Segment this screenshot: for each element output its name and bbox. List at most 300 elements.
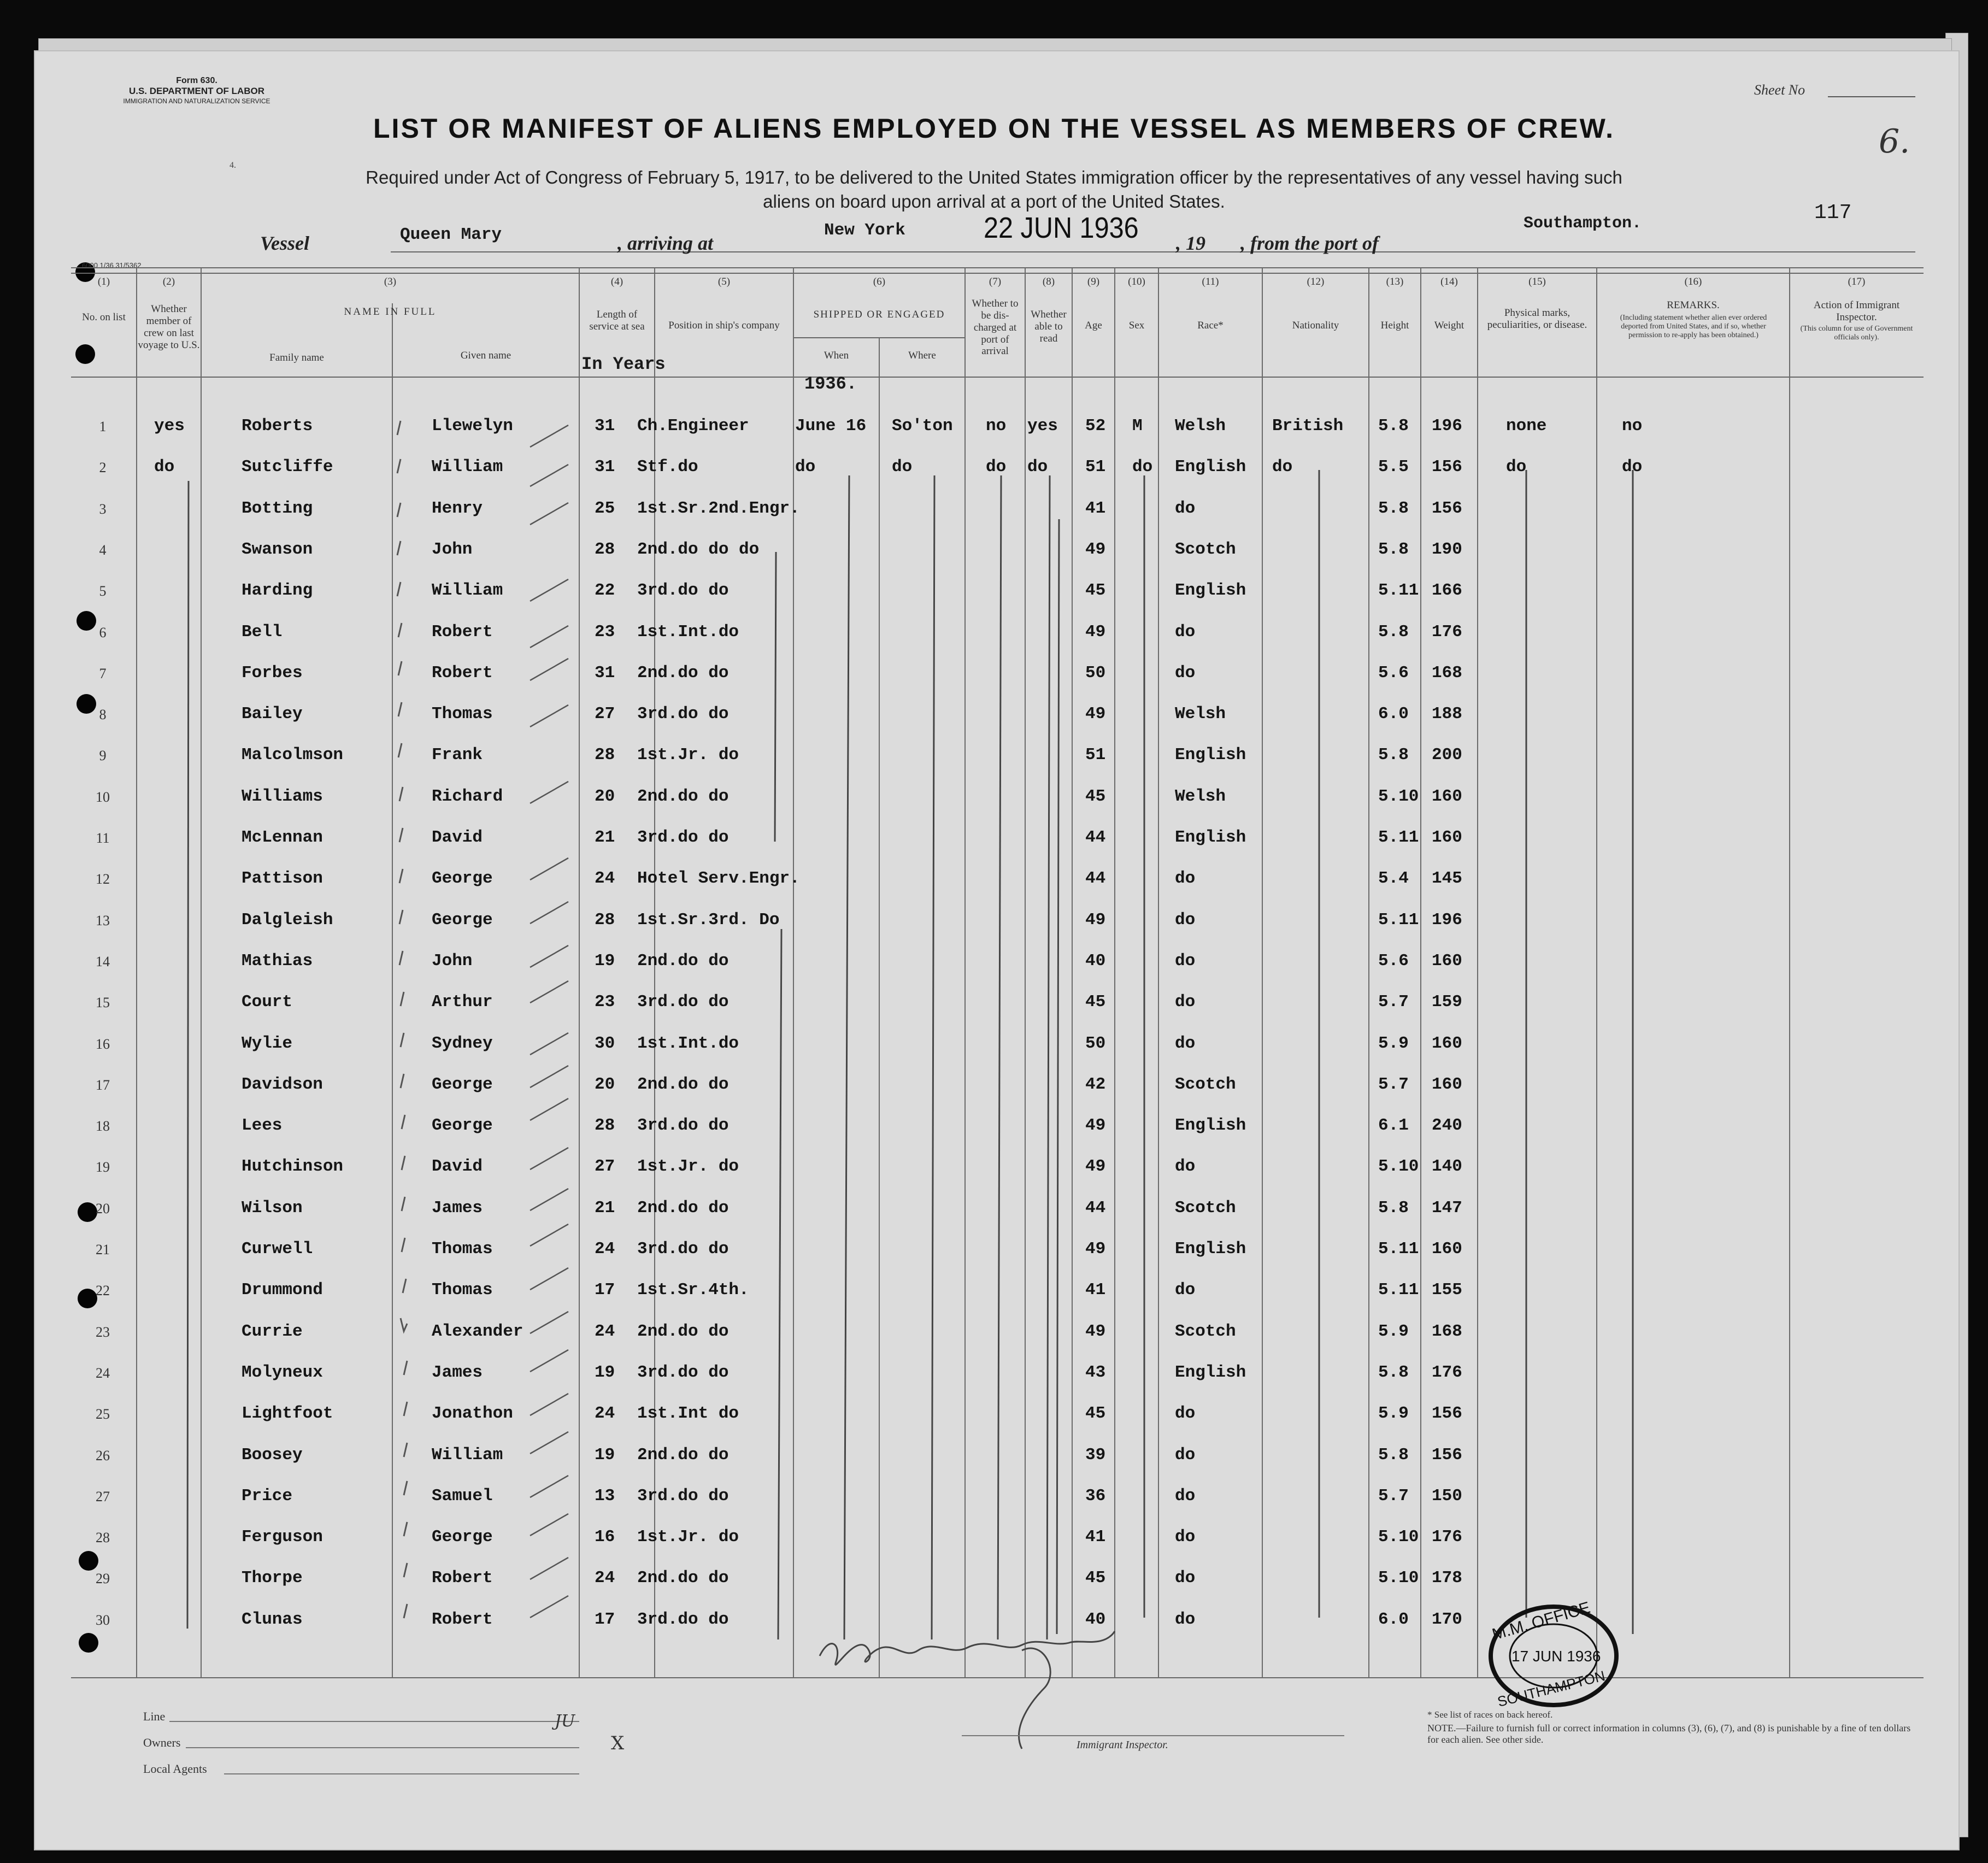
cell-given: Robert xyxy=(432,663,493,683)
row-number: 23 xyxy=(96,1324,110,1340)
arriving-port: New York xyxy=(824,221,905,240)
cell-race: do xyxy=(1175,992,1196,1012)
cell-position: 2nd.do do xyxy=(637,663,729,683)
col-17-number: (17) xyxy=(1848,276,1866,287)
cell-position: 1st.Int.do xyxy=(637,622,739,642)
row-number: 1 xyxy=(99,419,107,434)
cell-position: 3rd.do do xyxy=(637,992,729,1012)
cell-given: Frank xyxy=(432,745,483,765)
cell-height: 5.9 xyxy=(1378,1322,1409,1341)
cell-height: 5.7 xyxy=(1378,1075,1409,1094)
cell-family: Wylie xyxy=(242,1034,293,1053)
cell-weight: 156 xyxy=(1432,1404,1462,1423)
cell-service: 19 xyxy=(595,951,615,971)
cell-race: do xyxy=(1175,910,1196,930)
cell-age: 39 xyxy=(1085,1445,1106,1465)
cell-weight: 176 xyxy=(1432,622,1462,642)
col-2-label: Whether member of crew on last voyage to U.S. xyxy=(138,303,200,351)
cell-age: 40 xyxy=(1085,1610,1106,1629)
cell-family: Drummond xyxy=(242,1280,323,1300)
cell-age: 49 xyxy=(1085,910,1106,930)
cell-age: 44 xyxy=(1085,828,1106,847)
col-15-label: Physical marks, peculiarities, or disease. xyxy=(1487,307,1587,331)
cell-given: Robert xyxy=(432,1610,493,1629)
cell-given: Jonathon xyxy=(432,1404,513,1423)
cell-position: 2nd.do do xyxy=(637,1198,729,1218)
row-number: 14 xyxy=(96,954,110,969)
row-number: 22 xyxy=(96,1283,110,1298)
cell-given: Henry xyxy=(432,499,483,518)
col-7-label: Whether to be dis-charged at port of arrival xyxy=(972,298,1019,357)
stamp-date: 17 JUN 1936 xyxy=(1511,1648,1601,1665)
cell-race: do xyxy=(1175,1527,1196,1547)
cell-position: 1st.Int.do xyxy=(637,1034,739,1053)
page-title: LIST OR MANIFEST OF ALIENS EMPLOYED ON THE VESSEL AS MEMBERS OF CREW. xyxy=(373,113,1615,144)
cell-member: yes xyxy=(154,416,185,436)
cell-service: 22 xyxy=(595,581,615,600)
col-9-label: Age xyxy=(1085,320,1102,331)
cell-age: 49 xyxy=(1085,1116,1106,1135)
cell-discharged: no xyxy=(986,416,1007,436)
cell-family: Curwell xyxy=(242,1239,313,1259)
cell-race: do xyxy=(1175,1034,1196,1053)
cell-height: 5.8 xyxy=(1378,745,1409,765)
cell-service: 19 xyxy=(595,1363,615,1382)
local-agents-label: Local Agents xyxy=(143,1762,207,1776)
cell-race: Scotch xyxy=(1175,1198,1236,1218)
cell-weight: 196 xyxy=(1432,416,1462,436)
cell-sex: do xyxy=(1132,457,1153,477)
cell-family: Swanson xyxy=(242,540,313,559)
col-16-number: (16) xyxy=(1684,276,1702,287)
cell-family: Bell xyxy=(242,622,283,642)
sheet-label: Sheet No xyxy=(1754,82,1805,98)
cell-family: McLennan xyxy=(242,828,323,847)
cell-service: 28 xyxy=(595,540,615,559)
cell-given: George xyxy=(432,1075,493,1094)
cell-age: 50 xyxy=(1085,1034,1106,1053)
year-label: , 19 xyxy=(1176,232,1205,254)
cell-given: Robert xyxy=(432,1568,493,1588)
cell-weight: 147 xyxy=(1432,1198,1462,1218)
cell-family: Forbes xyxy=(242,663,303,683)
cell-family: Clunas xyxy=(242,1610,303,1629)
cell-position: Hotel Serv.Engr. xyxy=(637,869,800,888)
shipped-year: 1936. xyxy=(804,374,857,394)
cell-age: 45 xyxy=(1085,1568,1106,1588)
cell-age: 49 xyxy=(1085,622,1106,642)
cell-weight: 176 xyxy=(1432,1363,1462,1382)
cell-given: John xyxy=(432,540,473,559)
col-6-where-label: Where xyxy=(908,350,936,361)
cell-height: 6.0 xyxy=(1378,704,1409,724)
cell-service: 27 xyxy=(595,704,615,724)
cell-height: 5.10 xyxy=(1378,1527,1419,1547)
cell-race: Welsh xyxy=(1175,787,1226,806)
col-13-number: (13) xyxy=(1386,276,1404,287)
col-11-label: Race* xyxy=(1197,320,1224,331)
department-name: U.S. DEPARTMENT OF LABOR xyxy=(128,86,265,97)
col-12-number: (12) xyxy=(1307,276,1325,287)
cell-height: 5.6 xyxy=(1378,663,1409,683)
owners-label: Owners xyxy=(143,1736,181,1749)
cell-position: 3rd.do do xyxy=(637,704,729,724)
cell-weight: 145 xyxy=(1432,869,1462,888)
cell-service: 19 xyxy=(595,1445,615,1465)
cell-age: 49 xyxy=(1085,540,1106,559)
cell-position: 3rd.do do xyxy=(637,1116,729,1135)
cell-age: 41 xyxy=(1085,499,1106,518)
cell-weight: 156 xyxy=(1432,1445,1462,1465)
row-number: 16 xyxy=(96,1036,110,1052)
cell-weight: 166 xyxy=(1432,581,1462,600)
col-6-label: SHIPPED OR ENGAGED xyxy=(813,309,945,320)
col-5-label: Position in ship's company xyxy=(668,320,780,331)
cell-height: 5.7 xyxy=(1378,992,1409,1012)
footer-mark-2: X xyxy=(611,1732,625,1754)
cell-service: 13 xyxy=(595,1486,615,1506)
col-10-number: (10) xyxy=(1128,276,1145,287)
row-number: 13 xyxy=(96,913,110,928)
cell-service: 21 xyxy=(595,1198,615,1218)
cell-family: Court xyxy=(242,992,293,1012)
cell-race: Welsh xyxy=(1175,416,1226,436)
cell-position: 1st.Jr. do xyxy=(637,745,739,765)
cell-service: 31 xyxy=(595,663,615,683)
cell-remarks: do xyxy=(1622,457,1643,477)
inspector-signature xyxy=(820,1631,1115,1749)
cell-marks: do xyxy=(1506,457,1527,477)
cell-position: 3rd.do do xyxy=(637,1239,729,1259)
col-14-label: Weight xyxy=(1434,320,1464,331)
cell-service: 17 xyxy=(595,1280,615,1300)
cell-position: 3rd.do do xyxy=(637,1610,729,1629)
cell-age: 43 xyxy=(1085,1363,1106,1382)
cell-service: 23 xyxy=(595,992,615,1012)
cell-given: Thomas xyxy=(432,1239,493,1259)
col-8-number: (8) xyxy=(1042,276,1055,287)
col-4-number: (4) xyxy=(610,276,624,287)
cell-position: 2nd.do do xyxy=(637,951,729,971)
cell-given: William xyxy=(432,457,503,477)
cell-race: do xyxy=(1175,663,1196,683)
cell-race: do xyxy=(1175,1486,1196,1506)
stamp-top-text: M.M. OFFICE xyxy=(1490,1598,1592,1644)
cell-age: 49 xyxy=(1085,704,1106,724)
cell-read: do xyxy=(1027,457,1048,477)
cell-family: Molyneux xyxy=(242,1363,323,1382)
row-number: 19 xyxy=(96,1159,110,1175)
cell-position: 3rd.do do xyxy=(637,828,729,847)
cell-height: 5.11 xyxy=(1378,581,1419,600)
col-6-when-label: When xyxy=(824,350,849,361)
cell-position: 2nd.do do do xyxy=(637,540,760,559)
col-1-number: (1) xyxy=(97,276,110,287)
cell-given: Alexander xyxy=(432,1322,524,1341)
cell-position: Ch.Engineer xyxy=(637,416,749,436)
row-number: 29 xyxy=(96,1571,110,1586)
cell-age: 44 xyxy=(1085,869,1106,888)
cell-position: 1st.Sr.3rd. Do xyxy=(637,910,780,930)
cell-race: English xyxy=(1175,1116,1246,1135)
cell-race: do xyxy=(1175,1445,1196,1465)
cell-given: George xyxy=(432,1116,493,1135)
row-number: 25 xyxy=(96,1406,110,1422)
col-14-number: (14) xyxy=(1440,276,1458,287)
cell-family: Sutcliffe xyxy=(242,457,333,477)
cell-race: do xyxy=(1175,1157,1196,1176)
cell-family: Lightfoot xyxy=(242,1404,333,1423)
cell-family: Williams xyxy=(242,787,323,806)
cell-service: 28 xyxy=(595,745,615,765)
row-number: 24 xyxy=(96,1365,110,1381)
cell-height: 6.0 xyxy=(1378,1610,1409,1629)
col-2-number: (2) xyxy=(162,276,175,287)
cell-height: 5.8 xyxy=(1378,1198,1409,1218)
cell-position: 2nd.do do xyxy=(637,1322,729,1341)
cell-weight: 178 xyxy=(1432,1568,1462,1588)
cell-age: 50 xyxy=(1085,663,1106,683)
cell-weight: 188 xyxy=(1432,704,1462,724)
cell-family: Lees xyxy=(242,1116,283,1135)
cell-height: 5.11 xyxy=(1378,828,1419,847)
cell-age: 52 xyxy=(1085,416,1106,436)
cell-family: Botting xyxy=(242,499,313,518)
cell-service: 24 xyxy=(595,869,615,888)
date-stamp: 22 JUN 1936 xyxy=(984,211,1139,244)
cell-position: 2nd.do do xyxy=(637,1568,729,1588)
cell-service: 25 xyxy=(595,499,615,518)
subtitle-line-1: Required under Act of Congress of February 5, 1917, to be delivered to the United States immigration officer by the representatives of any vessel having such xyxy=(366,167,1622,187)
col-17-note: (This column for use of Government officials only). xyxy=(1800,325,1913,342)
cell-height: 5.8 xyxy=(1378,416,1409,436)
cell-family: Pattison xyxy=(242,869,323,888)
row-number: 7 xyxy=(99,666,107,681)
cell-family: Malcolmson xyxy=(242,745,344,765)
form-number: Form 630. xyxy=(176,76,217,85)
cell-family: Thorpe xyxy=(242,1568,303,1588)
col-3-family-label: Family name xyxy=(269,352,324,363)
cell-height: 5.10 xyxy=(1378,787,1419,806)
cell-height: 5.4 xyxy=(1378,869,1409,888)
cell-service: 28 xyxy=(595,910,615,930)
cell-nationality: British xyxy=(1272,416,1344,436)
from-port: Southampton. xyxy=(1524,214,1642,233)
col-9-number: (9) xyxy=(1087,276,1100,287)
cell-weight: 160 xyxy=(1432,1075,1462,1094)
cell-height: 5.6 xyxy=(1378,951,1409,971)
cell-height: 5.5 xyxy=(1378,457,1409,477)
cell-service: 28 xyxy=(595,1116,615,1135)
cell-height: 5.8 xyxy=(1378,1445,1409,1465)
cell-family: Price xyxy=(242,1486,293,1506)
cell-height: 6.1 xyxy=(1378,1116,1409,1135)
cell-height: 5.8 xyxy=(1378,540,1409,559)
cell-given: Richard xyxy=(432,787,503,806)
row-number: 4 xyxy=(99,542,107,558)
cell-family: Davidson xyxy=(242,1075,323,1094)
cell-race: do xyxy=(1175,1404,1196,1423)
cell-race: Scotch xyxy=(1175,1322,1236,1341)
cell-weight: 150 xyxy=(1432,1486,1462,1506)
cell-when: do xyxy=(795,457,816,477)
cell-service: 16 xyxy=(595,1527,615,1547)
cell-race: Welsh xyxy=(1175,704,1226,724)
cell-given: George xyxy=(432,869,493,888)
cell-weight: 160 xyxy=(1432,1239,1462,1259)
row-number: 15 xyxy=(96,995,110,1010)
cell-weight: 160 xyxy=(1432,1034,1462,1053)
side-mark: 4. xyxy=(230,161,236,170)
cell-age: 49 xyxy=(1085,1239,1106,1259)
cell-age: 36 xyxy=(1085,1486,1106,1506)
col-8-label: Whether able to read xyxy=(1031,309,1067,344)
cell-height: 5.7 xyxy=(1378,1486,1409,1506)
cell-race: do xyxy=(1175,1610,1196,1629)
cell-race: do xyxy=(1175,951,1196,971)
row-number: 17 xyxy=(96,1077,110,1093)
cell-given: George xyxy=(432,1527,493,1547)
cell-weight: 159 xyxy=(1432,992,1462,1012)
cell-marks: none xyxy=(1506,416,1547,436)
col-12-label: Nationality xyxy=(1292,320,1339,331)
subtitle-line-2: aliens on board upon arrival at a port of the United States. xyxy=(763,191,1225,211)
cell-weight: 200 xyxy=(1432,745,1462,765)
row-number: 20 xyxy=(96,1201,110,1216)
cell-family: Mathias xyxy=(242,951,313,971)
cell-service: 20 xyxy=(595,1075,615,1094)
cell-when: June 16 xyxy=(795,416,867,436)
col-3-number: (3) xyxy=(384,276,397,287)
cell-position: 1st.Int do xyxy=(637,1404,739,1423)
fine-note xyxy=(1427,1723,1914,1746)
cell-read: yes xyxy=(1027,416,1058,436)
line-label: Line xyxy=(143,1709,166,1723)
cell-race: do xyxy=(1175,622,1196,642)
col-16-label: REMARKS. xyxy=(1667,299,1720,311)
cell-family: Ferguson xyxy=(242,1527,323,1547)
arriving-label: , arriving at xyxy=(617,232,714,254)
cell-age: 45 xyxy=(1085,787,1106,806)
col-3-given-label: Given name xyxy=(460,350,511,361)
row-number: 10 xyxy=(96,789,110,805)
cell-age: 41 xyxy=(1085,1527,1106,1547)
col-4-annotation: In Years xyxy=(581,354,666,374)
cell-remarks: no xyxy=(1622,416,1643,436)
cell-position: 2nd.do do xyxy=(637,1445,729,1465)
cell-position: 3rd.do do xyxy=(637,581,729,600)
cell-height: 5.10 xyxy=(1378,1157,1419,1176)
cell-age: 44 xyxy=(1085,1198,1106,1218)
print-code: 6000 1/36 31/5362 xyxy=(82,261,142,269)
cell-height: 5.9 xyxy=(1378,1404,1409,1423)
cell-weight: 160 xyxy=(1432,787,1462,806)
cell-given: David xyxy=(432,828,483,847)
cell-service: 24 xyxy=(595,1568,615,1588)
cell-height: 5.8 xyxy=(1378,499,1409,518)
cell-family: Hutchinson xyxy=(242,1157,344,1176)
cell-age: 40 xyxy=(1085,951,1106,971)
cell-nationality: do xyxy=(1272,457,1293,477)
cell-where: So'ton xyxy=(892,416,953,436)
page-number: 117 xyxy=(1814,201,1852,225)
col-10-label: Sex xyxy=(1128,320,1145,331)
cell-weight: 240 xyxy=(1432,1116,1462,1135)
cell-position: 2nd.do do xyxy=(637,787,729,806)
row-number: 2 xyxy=(99,460,107,475)
sheet-number: 6. xyxy=(1879,122,1910,161)
cell-weight: 190 xyxy=(1432,540,1462,559)
cell-weight: 156 xyxy=(1432,499,1462,518)
cell-race: English xyxy=(1175,1363,1246,1382)
cell-weight: 160 xyxy=(1432,828,1462,847)
row-number: 30 xyxy=(96,1612,110,1628)
cell-discharged: do xyxy=(986,457,1007,477)
cell-service: 21 xyxy=(595,828,615,847)
cell-position: 3rd.do do xyxy=(637,1486,729,1506)
cell-height: 5.10 xyxy=(1378,1568,1419,1588)
cell-given: William xyxy=(432,1445,503,1465)
col-15-number: (15) xyxy=(1528,276,1546,287)
stamp-bottom-text: SOUTHAMPTON xyxy=(1496,1667,1607,1710)
cell-height: 5.11 xyxy=(1378,1280,1419,1300)
cell-race: English xyxy=(1175,745,1246,765)
fine-note-text: NOTE.—Failure to furnish full or correct information in columns (3), (6), (7), and (8) is punishable by a fine of ten dollars for each alien. See other side. xyxy=(1427,1723,1911,1745)
col-1-label: No. on list xyxy=(82,312,126,323)
cell-weight: 156 xyxy=(1432,457,1462,477)
cell-family: Wilson xyxy=(242,1198,303,1218)
cell-height: 5.8 xyxy=(1378,622,1409,642)
cell-race: do xyxy=(1175,869,1196,888)
col-6-number: (6) xyxy=(873,276,886,287)
cell-member: do xyxy=(154,457,175,477)
cell-race: English xyxy=(1175,457,1246,477)
row-number: 18 xyxy=(96,1118,110,1134)
cell-family: Boosey xyxy=(242,1445,303,1465)
cell-service: 23 xyxy=(595,622,615,642)
cell-weight: 155 xyxy=(1432,1280,1462,1300)
cell-where: do xyxy=(892,457,913,477)
cell-given: William xyxy=(432,581,503,600)
cell-age: 42 xyxy=(1085,1075,1106,1094)
row-number: 27 xyxy=(96,1489,110,1504)
cell-race: English xyxy=(1175,828,1246,847)
cell-family: Bailey xyxy=(242,704,303,724)
cell-position: 1st.Jr. do xyxy=(637,1157,739,1176)
cell-position: 1st.Sr.2nd.Engr. xyxy=(637,499,800,518)
row-number: 5 xyxy=(99,583,107,599)
cell-age: 49 xyxy=(1085,1322,1106,1341)
cell-height: 5.11 xyxy=(1378,910,1419,930)
cell-service: 20 xyxy=(595,787,615,806)
col-5-number: (5) xyxy=(717,276,731,287)
cell-service: 31 xyxy=(595,416,615,436)
cell-given: Llewelyn xyxy=(432,416,513,436)
cell-position: 1st.Sr.4th. xyxy=(637,1280,749,1300)
cell-family: Roberts xyxy=(242,416,313,436)
service-name: IMMIGRATION AND NATURALIZATION SERVICE xyxy=(123,97,270,105)
cell-race: do xyxy=(1175,1280,1196,1300)
row-number: 6 xyxy=(99,625,107,640)
cell-service: 24 xyxy=(595,1322,615,1341)
cell-given: David xyxy=(432,1157,483,1176)
cell-age: 45 xyxy=(1085,1404,1106,1423)
cell-given: Thomas xyxy=(432,704,493,724)
col-11-number: (11) xyxy=(1202,276,1219,287)
footer-mark-1: JU xyxy=(555,1712,575,1731)
cell-position: 3rd.do do xyxy=(637,1363,729,1382)
cell-given: Robert xyxy=(432,622,493,642)
